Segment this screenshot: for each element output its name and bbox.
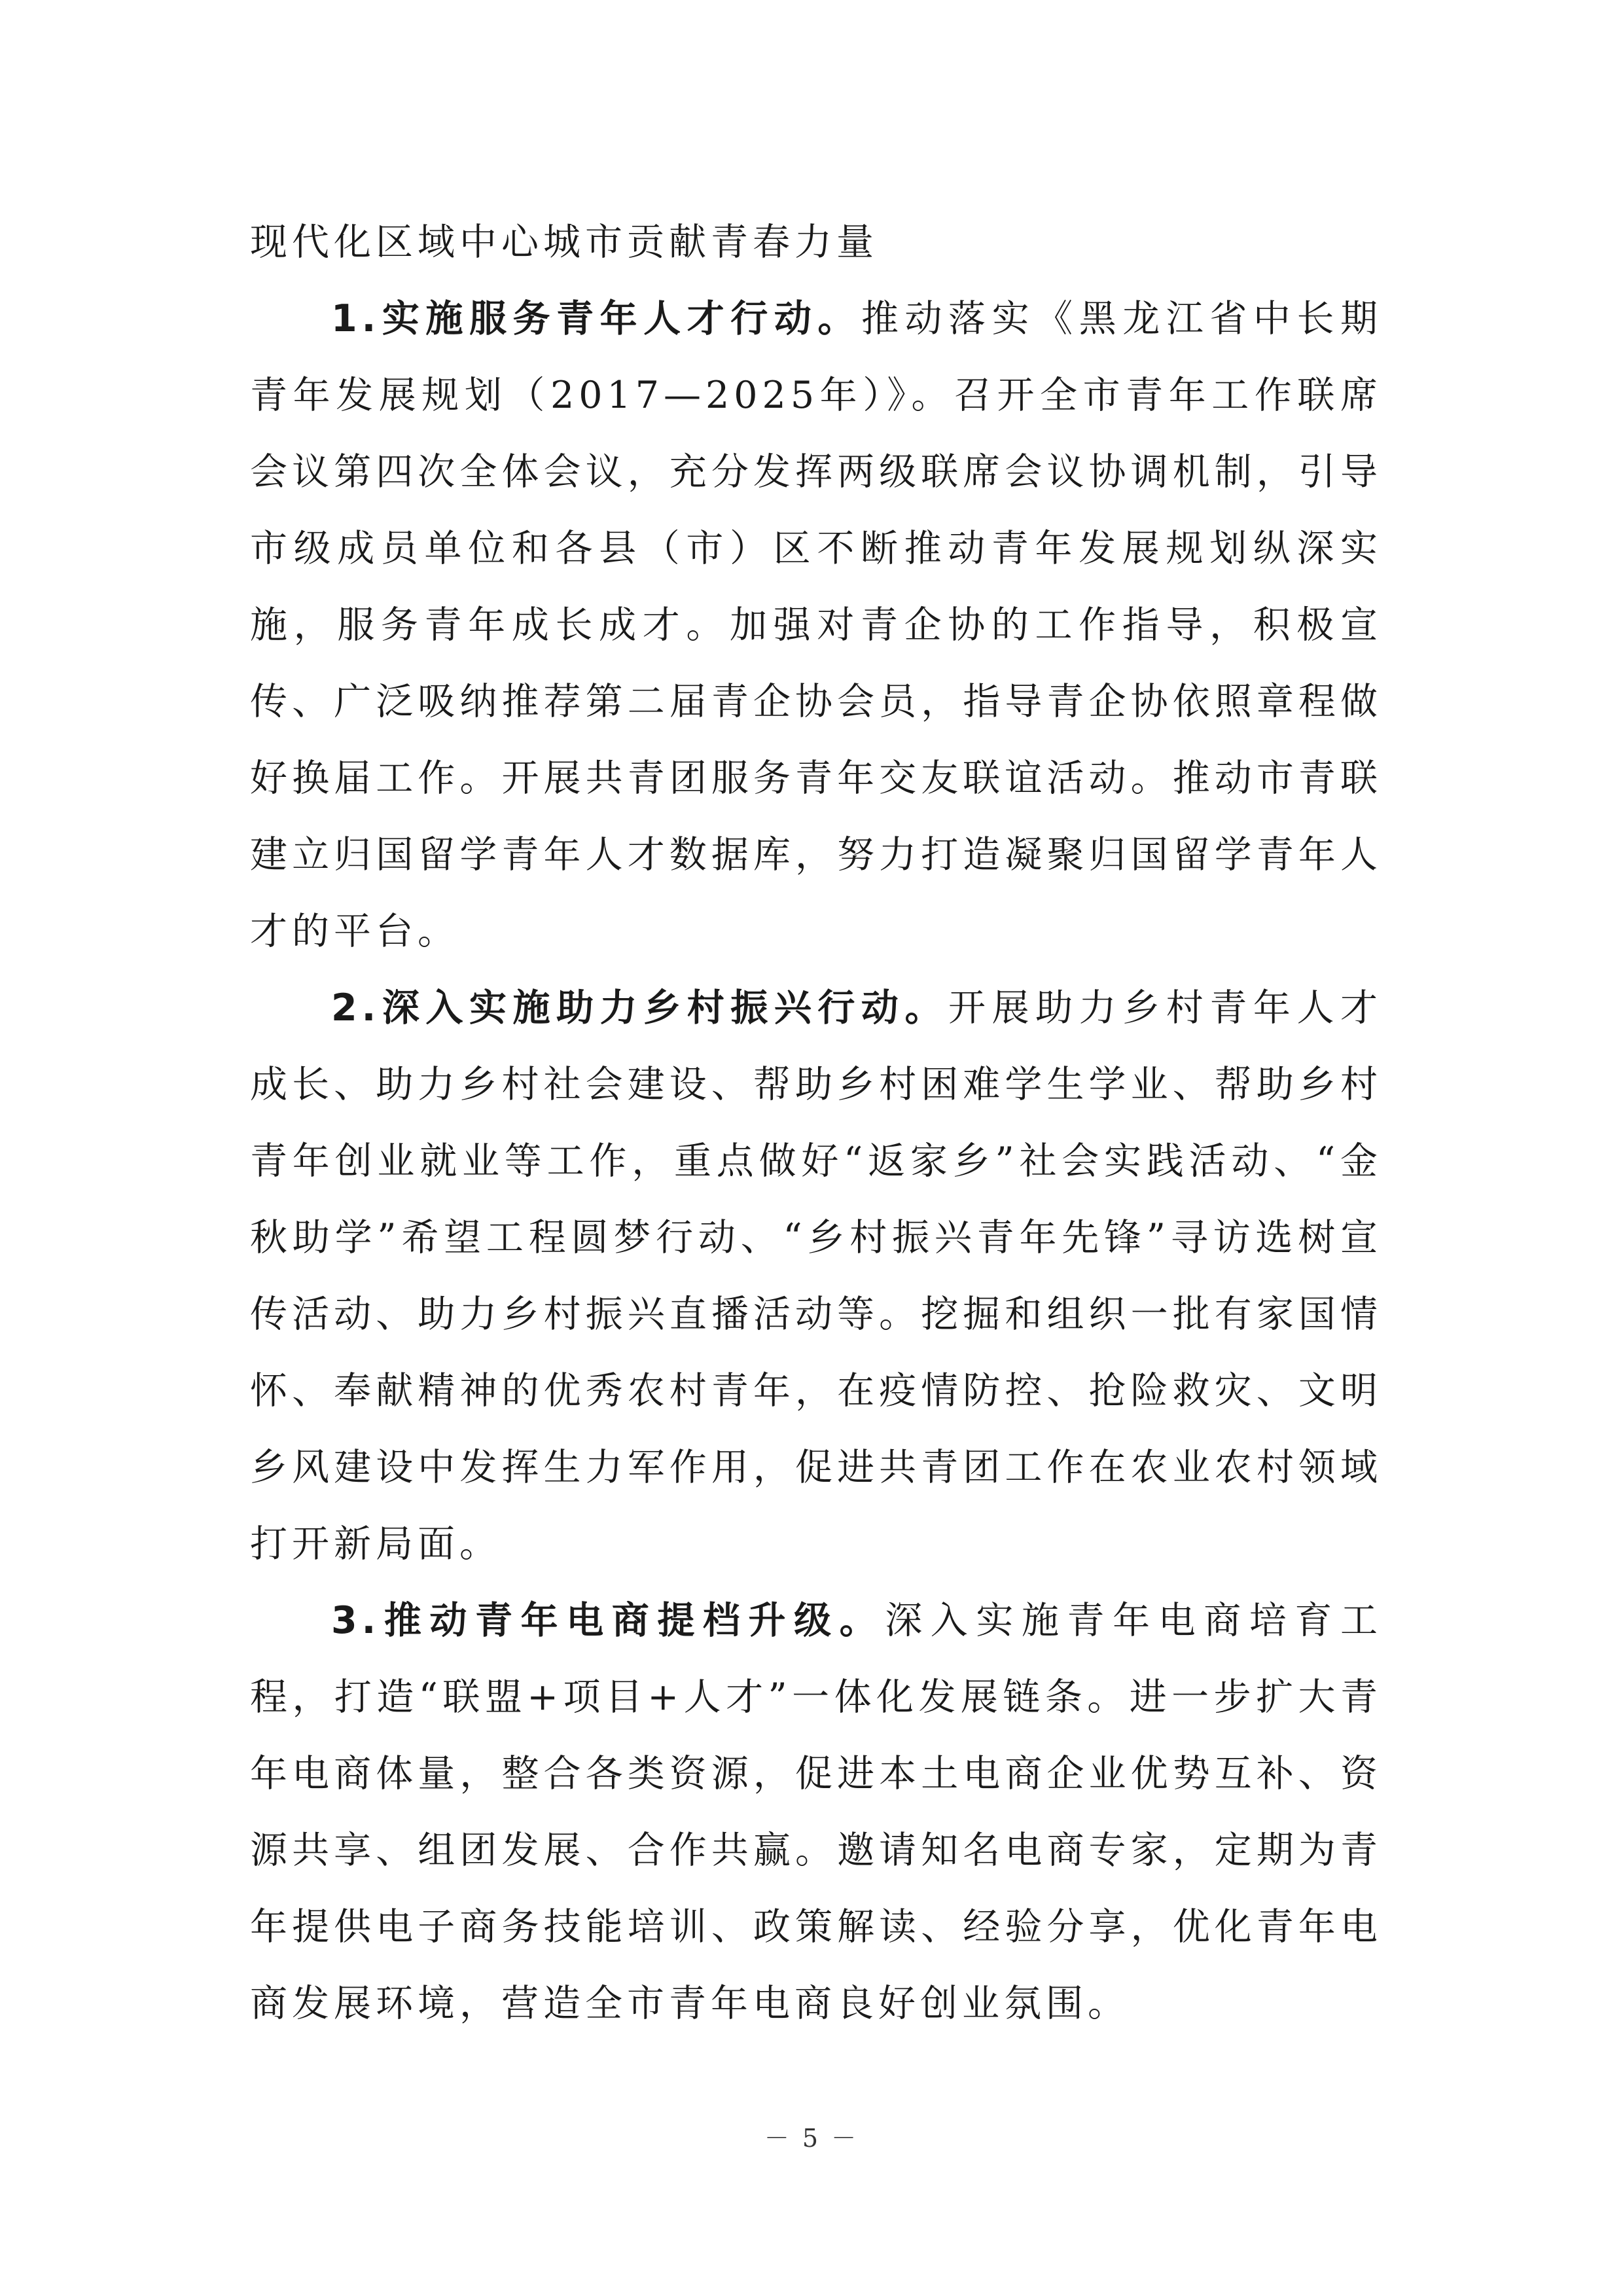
paragraph-1-body: 推动落实《黑龙江省中长期青年发展规划（2017—2025年）》。召开全市青年工作联席会议第四次全体会议，充分发挥两级联席会议协调机制，引导市级成员单位和各县（市）区不断推动青年发展规划纵深实施，服务青年成长成才。加强对青企协的工作指导，积极宣传、广泛吸纳推荐第二届青企协会员，指导青企协依照章程做好换届工作。开展共青团服务青年交友联谊活动。推动市青联建立归国留学青年人才数据库，努力打造凝聚归国留学青年人才的平台。	[250, 297, 1382, 953]
paragraph-2-body: 开展助力乡村青年人才成长、助力乡村社会建设、帮助乡村困难学生学业、帮助乡村青年创业就业等工作，重点做好“返家乡”社会实践活动、“金秋助学”希望工程圆梦行动、“乡村振兴青年先锋”寻访选树宣传活动、助力乡村振兴直播活动等。挖掘和组织一批有家国情怀、奉献精神的优秀农村青年，在疫情防控、抢险救灾、文明乡风建设中发挥生力军作用，促进共青团工作在农业农村领域打开新局面。	[250, 986, 1382, 1566]
document-body	[250, 204, 1382, 2042]
paragraph-1	[250, 281, 1382, 970]
paragraph-3	[250, 1583, 1382, 2042]
paragraph-3-body: 深入实施青年电商培育工程，打造“联盟+项目+人才”一体化发展链条。进一步扩大青年电商体量，整合各类资源，促进本土电商企业优势互补、资源共享、组团发展、合作共赢。邀请知名电商专家，定期为青年提供电子商务技能培训、政策解读、经验分享，优化青年电商发展环境，营造全市青年电商良好创业氛围。	[250, 1599, 1382, 2025]
paragraph-2	[250, 970, 1382, 1583]
paragraph-3-heading: 3.推动青年电商提档升级。	[331, 1599, 885, 1642]
page-number: － 5 －	[764, 2124, 859, 2153]
paragraph-1-heading: 1.实施服务青年人才行动。	[331, 297, 861, 340]
continuation-line: 现代化区域中心城市贡献青春力量	[250, 221, 878, 264]
paragraph-2-heading: 2.深入实施助力乡村振兴行动。	[331, 986, 949, 1030]
